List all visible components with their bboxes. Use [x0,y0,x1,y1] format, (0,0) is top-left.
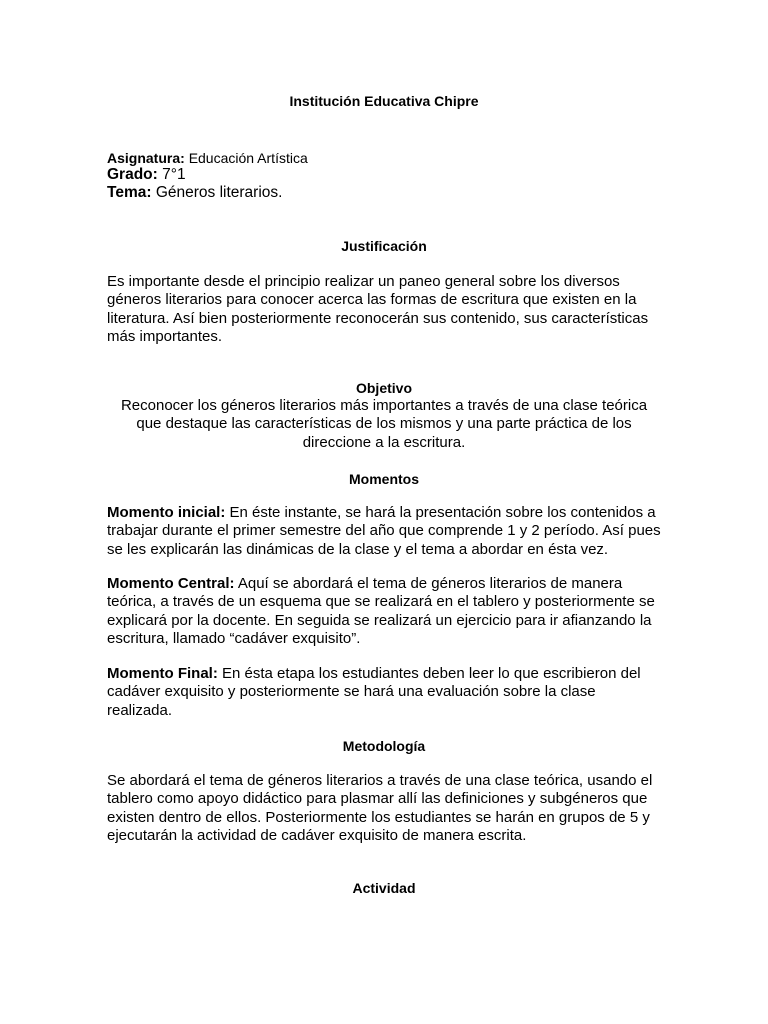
momento-final-text: En ésta etapa los estudiantes deben leer lo que escribieron del cadáver exquisito y posteriormente se hará una evaluación sobre la clase realizada. [107,665,641,719]
metodologia-paragraph: Se abordará el tema de géneros literarios a través de una clase teórica, usando el tablero como apoyo didáctico para plasmar allí las definiciones y subgéneros que existen dentro de ellos. Posteriormente los estudiantes se harán en grupos de 5 y ejecutarán la actividad de cadáver exquisito de manera escrita. [107,772,653,844]
objetivo-heading: Objetivo [355,380,412,396]
objetivo-paragraph: Reconocer los géneros literarios más importantes a través de una clase teórica que destaque las características de los mismos y una parte práctica de los direccione a la escritura. [120,397,648,451]
grado-line [107,166,186,184]
justificacion-paragraph: Es importante desde el principio realizar un paneo general sobre los diversos géneros literarios para conocer acerca las formas de escritura que existen en la literatura. Así bien posteriormente reconocerán sus contenido, sus características más importantes. [107,273,649,345]
momento-central-label: Momento Central: [107,575,235,592]
momento-central-text: Aquí se abordará el tema de géneros literarios de manera teórica, a través de un esquema que se realizará en el tablero y posteriormente se explicará por la docente. En seguida se realizará un ejercicio para ir afianzando la escritura, llamado “cadáver exquisito”. [107,575,655,647]
momento-inicial-label: Momento inicial: [107,504,226,521]
momento-inicial-text: En éste instante, se hará la presentación sobre los contenidos a trabajar durante el primer semestre del año que comprende 1 y 2 período. Así pues se les explicarán las dinámicas de la clase y el tema a abordar en ésta vez. [107,504,661,558]
momento-final-paragraph [107,665,663,720]
momento-inicial-paragraph [107,504,663,559]
grado-value: 7°1 [162,166,186,183]
momentos-heading: Momentos [349,471,419,487]
asignatura-value: Educación Artística [188,150,308,166]
tema-value: Géneros literarios. [155,184,283,201]
momento-final-label: Momento Final: [107,665,218,682]
asignatura-line [107,149,308,167]
justificacion-heading: Justificación [341,238,427,254]
momento-central-paragraph [107,575,663,648]
tema-label: Tema: [107,184,152,201]
asignatura-label: Asignatura: [107,150,185,166]
tema-line [107,184,282,202]
actividad-heading: Actividad [352,880,416,896]
grado-label: Grado: [107,166,158,183]
metodologia-heading: Metodología [342,738,426,754]
institution-title: Institución Educativa Chipre [289,93,479,109]
